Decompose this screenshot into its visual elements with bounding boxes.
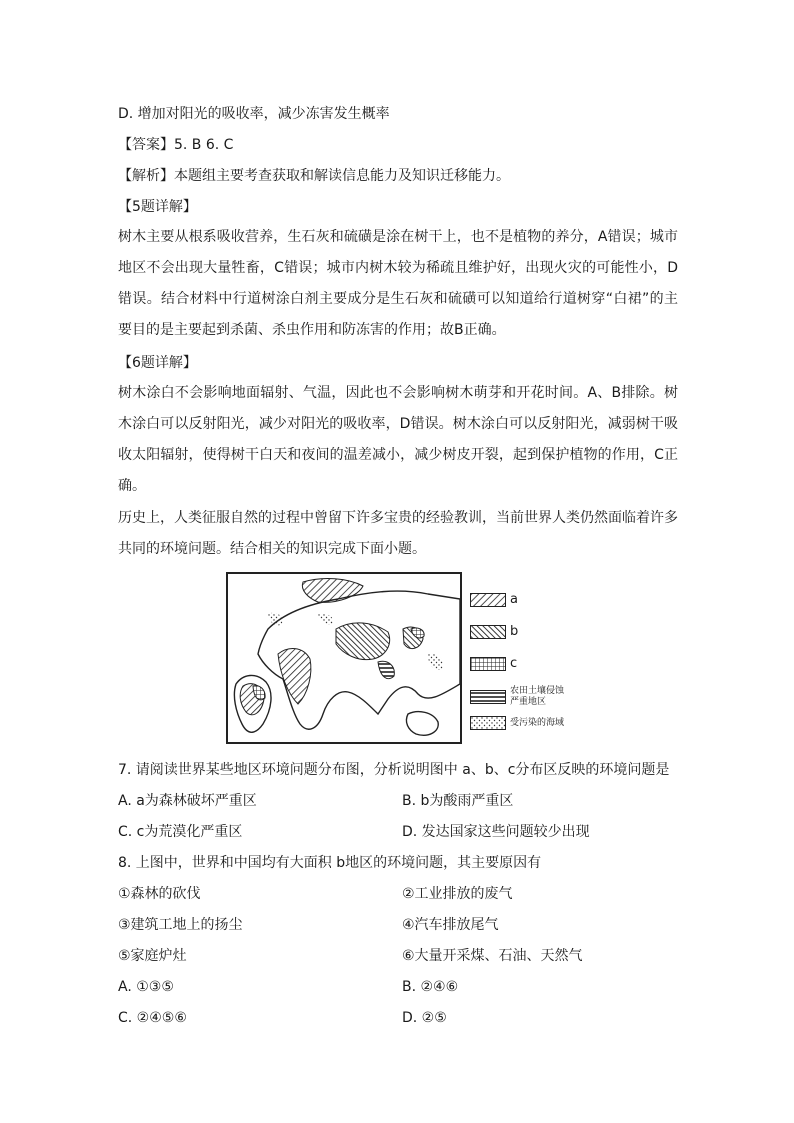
legend-item-c [470,656,517,671]
q8-stem: 8. 上图中，世界和中国均有大面积 b地区的环境问题，其主要原因有 [118,855,542,871]
map-legend [470,592,590,737]
q7-option-b[interactable]: B. b为酸雨严重区 [402,793,514,809]
legend-swatch-a [470,593,506,607]
q7-stem: 7. 请阅读世界某些地区环境问题分布图，分析说明图中 a、b、c分布区反映的环境问题是 [118,762,670,778]
q7-option-d[interactable]: D. 发达国家这些问题较少出现 [402,824,590,840]
legend-item-a [470,592,518,607]
q8-item-6: ⑥大量开采煤、石油、天然气 [402,948,583,964]
q8-item-3: ③建筑工地上的扬尘 [118,917,243,933]
q7-option-c[interactable]: C. c为荒漠化严重区 [118,824,243,840]
q8-option-c[interactable]: C. ②④⑤⑥ [118,1010,187,1026]
legend-label-soil: 农田土壤侵蚀严重地区 [510,686,565,707]
q6-explanation: 树木涂白不会影响地面辐射、气温，因此也不会影响树木萌芽和开花时间。A、B排除。树木涂白可以反射阳光，减少对阳光的吸收率，D错误。树木涂白可以反射阳光，减弱树干吸收太阳辐射，使得树干白天和夜间的温差减小，减少树皮开裂，起到保护植物的作用，C正确。 [118,385,678,494]
q6-header: 【6题详解】 [118,355,197,371]
legend-item-sea [470,716,564,730]
q8-option-b[interactable]: B. ②④⑥ [402,979,459,995]
legend-swatch-sea [470,716,506,730]
legend-label-c: c [510,656,518,671]
map-drawing [228,574,460,742]
q8-item-2: ②工业排放的废气 [402,886,513,902]
q7-option-a[interactable]: A. a为森林破坏严重区 [118,793,257,809]
q8-option-d[interactable]: D. ②⑤ [402,1010,447,1026]
q8-item-1: ①森林的砍伐 [118,886,201,902]
legend-swatch-c [470,657,506,671]
answer-line: 【答案】5. B 6. C [118,137,234,153]
legend-item-soil [470,686,566,708]
analysis-line: 【解析】本题组主要考查获取和解读信息能力及知识迁移能力。 [118,168,510,184]
option-d-text: D. 增加对阳光的吸收率，减少冻害发生概率 [118,106,390,122]
legend-label-b: b [510,624,519,639]
q5-explanation: 树木主要从根系吸收营养，生石灰和硫磺是涂在树干上，也不是植物的养分，A错误；城市地区不会出现大量牲畜，C错误；城市内树木较为稀疏且维护好，出现火灾的可能性小，D错误。结合材料中行道树涂白剂主要成分是生石灰和硫磺可以知道给行道树穿“白裙”的主要目的是主要起到杀菌、杀虫作用和防冻害的作用；故B正确。 [118,229,678,338]
intro-paragraph: 历史上，人类征服自然的过程中曾留下许多宝贵的经验教训，当前世界人类仍然面临着许多共同的环境问题。结合相关的知识完成下面小题。 [118,510,678,557]
q8-item-4: ④汽车排放尾气 [402,917,499,933]
legend-swatch-soil [470,690,506,704]
legend-label-a: a [510,592,518,607]
legend-item-b [470,624,518,639]
world-environment-map [226,572,462,744]
legend-swatch-b [470,625,506,639]
q5-header: 【5题详解】 [118,199,197,215]
q8-item-5: ⑤家庭炉灶 [118,948,187,964]
legend-label-sea: 受污染的海域 [510,717,565,728]
q8-option-a[interactable]: A. ①③⑤ [118,979,174,995]
